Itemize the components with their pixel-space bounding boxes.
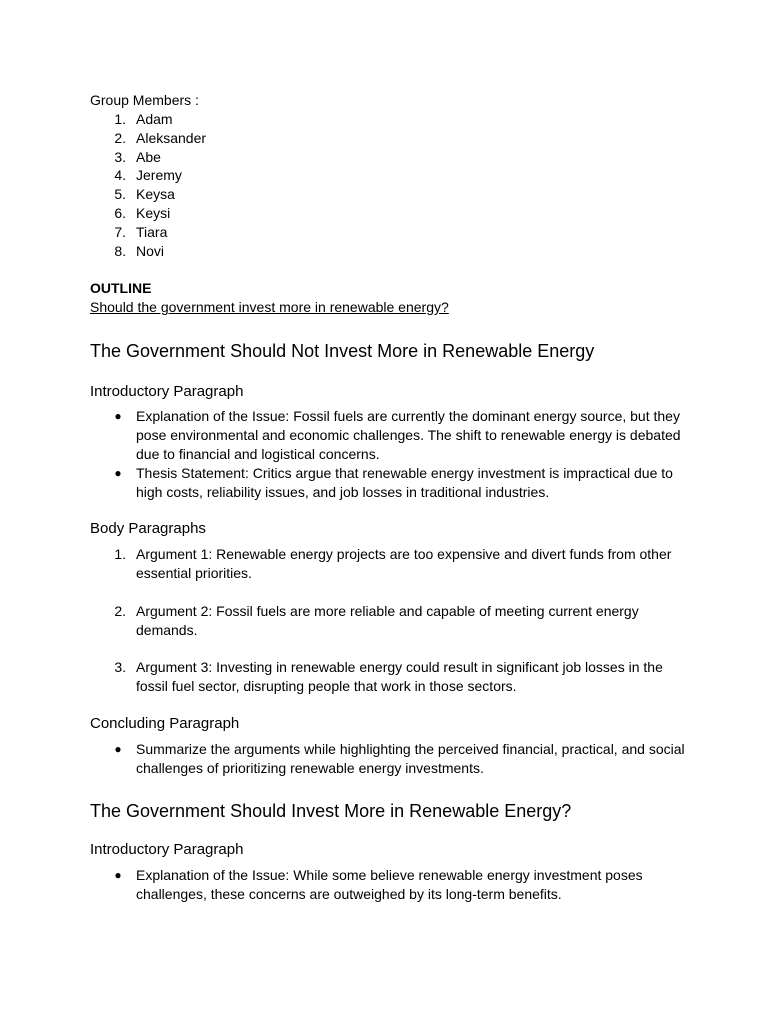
section-title-invest: The Government Should Invest More in Renewable Energy? [90,801,572,821]
member-number: 3. [114,149,126,165]
item-line: Explanation of the Issue: While some believe renewable energy investment poses [136,867,643,883]
member-number: 5. [114,186,126,202]
member-number: 2. [114,130,126,146]
member-name: Keysa [136,186,175,202]
bullet-icon: ● [114,742,122,756]
member-name: Keysi [136,205,171,221]
argument-number: 1. [114,546,126,562]
item-line: Argument 1: Renewable energy projects are too expensive and divert funds from other [136,546,672,562]
member-name: Tiara [136,224,168,240]
bullet-icon: ● [114,868,122,882]
member-number: 7. [114,224,126,240]
item-line: challenges of prioritizing renewable energy investments. [136,760,484,776]
member-name: Adam [136,111,173,127]
item-line: Argument 3: Investing in renewable energy could result in significant job losses in the [136,659,663,675]
item-line: due to financial and logistical concerns. [136,446,380,462]
item-line: Explanation of the Issue: Fossil fuels are currently the dominant energy source, but they [136,408,680,424]
item-line: Thesis Statement: Critics argue that renewable energy investment is impractical due to [136,465,673,481]
intro-heading: Introductory Paragraph [90,841,244,858]
member-name: Novi [136,243,165,259]
concluding-heading: Concluding Paragraph [90,715,240,732]
bullet-icon: ● [114,409,122,423]
item-line: essential priorities. [136,565,252,581]
item-line: high costs, reliability issues, and job losses in traditional industries. [136,484,550,500]
item-line: Summarize the arguments while highlighting the perceived financial, practical, and social [136,741,685,757]
body-heading: Body Paragraphs [90,520,206,537]
item-line: fossil fuel sector, disrupting people that work in those sectors. [136,678,517,694]
member-name: Abe [136,149,161,165]
member-number: 6. [114,205,126,221]
group-members-label: Group Members : [90,92,199,108]
item-line: demands. [136,622,198,638]
member-name: Aleksander [136,130,207,146]
member-number: 8. [114,243,126,259]
item-line: pose environmental and economic challenges. The shift to renewable energy is debated [136,427,681,443]
section-title-not-invest: The Government Should Not Invest More in Renewable Energy [90,341,595,361]
member-name: Jeremy [136,167,182,183]
outline-question: Should the government invest more in renewable energy? [90,299,449,315]
member-number: 1. [114,111,126,127]
item-line: challenges, these concerns are outweighed by its long-term benefits. [136,886,562,902]
argument-number: 2. [114,603,126,619]
outline-label: OUTLINE [90,280,152,296]
item-line: Argument 2: Fossil fuels are more reliable and capable of meeting current energy [136,603,639,619]
argument-number: 3. [114,659,126,675]
bullet-icon: ● [114,466,122,480]
intro-heading: Introductory Paragraph [90,383,244,400]
member-number: 4. [114,167,126,183]
